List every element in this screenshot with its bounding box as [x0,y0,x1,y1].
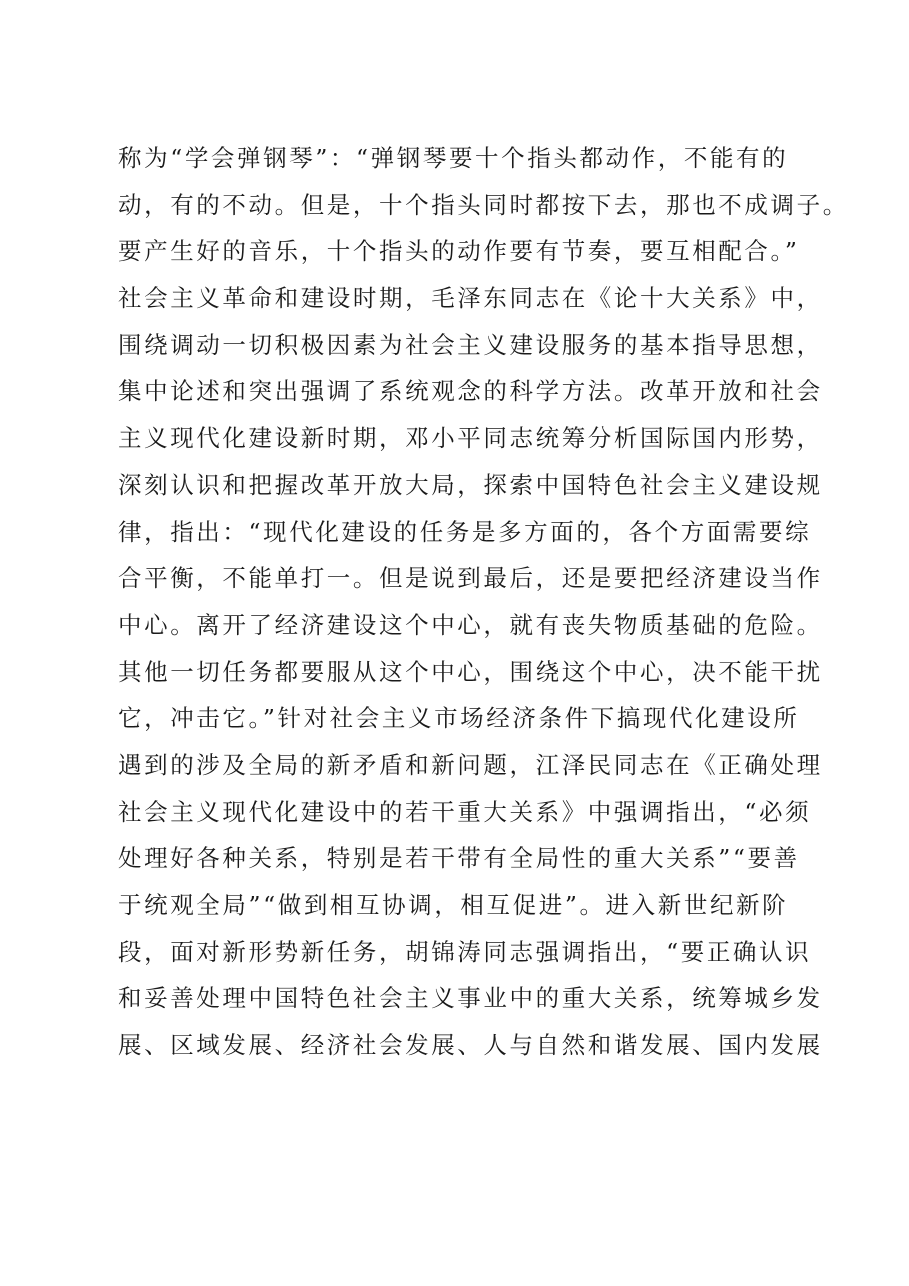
text-line: 围绕调动一切积极因素为社会主义建设服务的基本指导思想， [118,330,823,359]
text-line: 社会主义现代化建设中的若干重大关系》中强调指出，“必须 [118,797,812,826]
text-line: 处理好各种关系，特别是若干带有全局性的重大关系”“要善 [118,844,800,873]
text-line: 主义现代化建设新时期，邓小平同志统筹分析国际国内形势， [118,424,823,453]
body-text [118,135,849,1069]
text-line: 社会主义革命和建设时期，毛泽东同志在《论十大关系》中， [118,284,823,313]
text-line: 集中论述和突出强调了系统观念的科学方法。改革开放和社会 [118,377,823,406]
text-line: 中心。离开了经济建设这个中心，就有丧失物质基础的危险。 [118,610,823,639]
text-line: 称为“学会弹钢琴”：“弹钢琴要十个指头都动作，不能有的 [118,144,789,172]
text-line: 遇到的涉及全局的新矛盾和新问题，江泽民同志在《正确处理 [118,750,823,779]
text-line: 展、区域发展、经济社会发展、人与自然和谐发展、国内发展 [118,1031,823,1060]
text-line: 要产生好的音乐，十个指头的动作要有节奏，要互相配合。” [118,237,800,266]
text-line: 动，有的不动。但是，十个指头同时都按下去，那也不成调子。 [118,190,849,219]
text-line: 它，冲击它。”针对社会主义市场经济条件下搞现代化建设所 [118,704,800,733]
text-line: 深刻认识和把握改革开放大局，探索中国特色社会主义建设规 [118,470,823,499]
text-line: 段，面对新形势新任务，胡锦涛同志强调指出，“要正确认识 [118,937,812,966]
text-line: 合平衡，不能单打一。但是说到最后，还是要把经济建设当作 [118,564,823,593]
text-line: 其他一切任务都要服从这个中心，围绕这个中心，决不能干扰 [118,657,823,686]
text-line: 和妥善处理中国特色社会主义事业中的重大关系，统筹城乡发 [118,984,823,1013]
text-line: 律，指出：“现代化建设的任务是多方面的，各个方面需要综 [118,517,812,546]
text-line: 于统观全局”“做到相互协调，相互促进”。进入新世纪新阶 [118,891,789,919]
